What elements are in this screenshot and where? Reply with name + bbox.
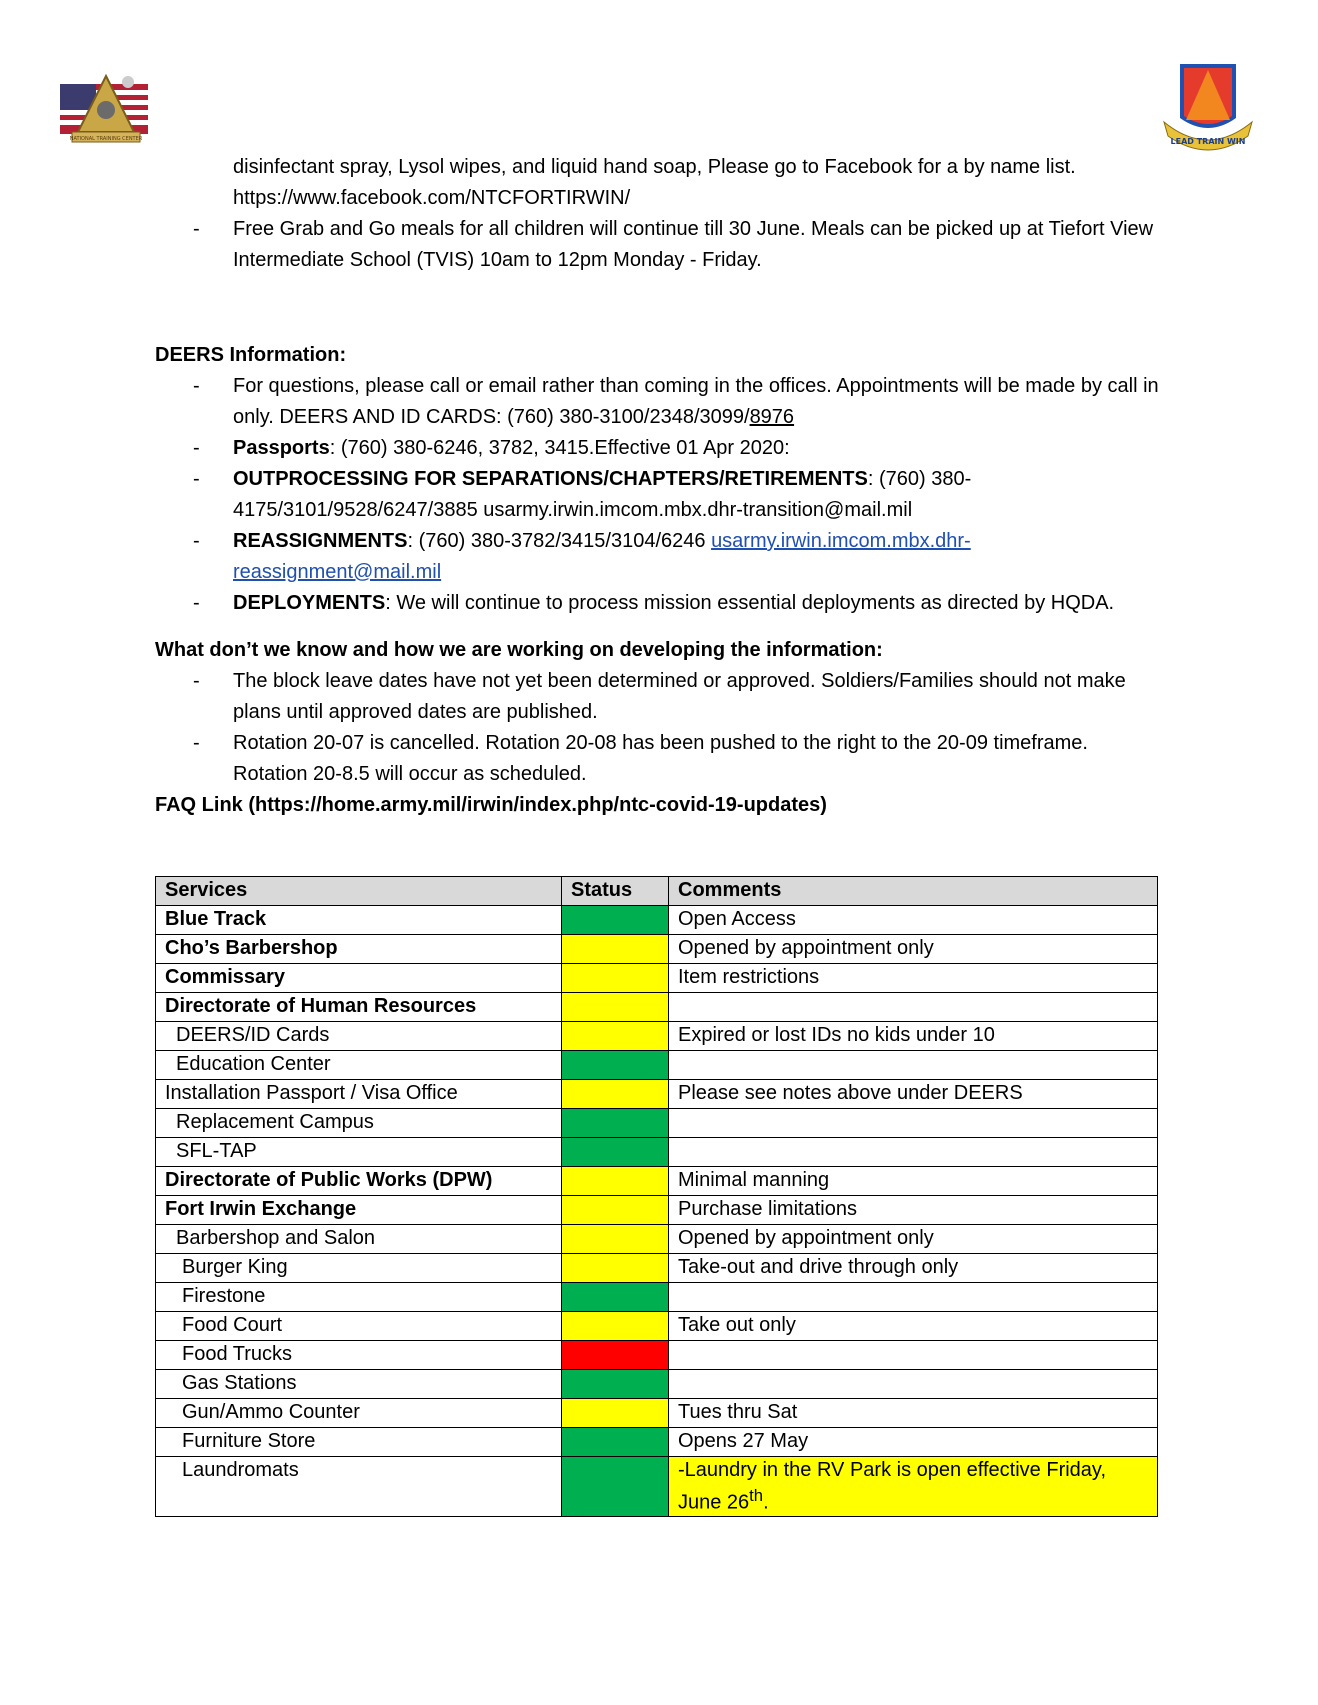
service-cell: Burger King bbox=[156, 1254, 562, 1283]
comment-cell bbox=[669, 1370, 1158, 1399]
comment-cell: Tues thru Sat bbox=[669, 1399, 1158, 1428]
status-cell bbox=[562, 1167, 669, 1196]
comment-cell-highlighted bbox=[669, 1457, 1158, 1517]
service-cell: Fort Irwin Exchange bbox=[156, 1196, 562, 1225]
deployments-label: DEPLOYMENTS bbox=[233, 592, 386, 614]
passports-label: Passports bbox=[233, 437, 330, 459]
outprocessing-label: OUTPROCESSING FOR SEPARATIONS/CHAPTERS/RETIREMENTS bbox=[233, 468, 868, 490]
service-cell: Furniture Store bbox=[156, 1428, 562, 1457]
reassignments-label: REASSIGNMENTS bbox=[233, 530, 408, 552]
leave-text: The block leave dates have not yet been determined or approved. Soldiers/Families should not make plans until approved dates are published. bbox=[233, 670, 1126, 723]
service-cell: Education Center bbox=[156, 1051, 562, 1080]
comment-cell: Opens 27 May bbox=[669, 1428, 1158, 1457]
service-cell: Directorate of Human Resources bbox=[156, 993, 562, 1022]
table-row bbox=[156, 935, 1158, 964]
status-cell bbox=[562, 1051, 669, 1080]
deers-heading: DEERS Information: bbox=[155, 344, 347, 366]
service-cell: DEERS/ID Cards bbox=[156, 1022, 562, 1051]
comment-cell: Opened by appointment only bbox=[669, 1225, 1158, 1254]
bullet-dash: - bbox=[193, 218, 200, 240]
table-row bbox=[156, 1138, 1158, 1167]
table-row bbox=[156, 1312, 1158, 1341]
unknowns-heading: What don’t we know and how we are working on developing the information: bbox=[155, 639, 883, 661]
comment-cell bbox=[669, 993, 1158, 1022]
comment-cell bbox=[669, 1283, 1158, 1312]
bullet-dash: - bbox=[193, 375, 200, 397]
comment-cell bbox=[669, 1051, 1158, 1080]
table-row bbox=[156, 906, 1158, 935]
ntc-logo-text: NATIONAL TRAINING CENTER bbox=[69, 136, 143, 142]
bullet-meals bbox=[155, 214, 1165, 276]
document-body bbox=[155, 152, 1165, 821]
status-cell bbox=[562, 1457, 669, 1517]
status-cell bbox=[562, 1370, 669, 1399]
unknowns-bullet-leave bbox=[155, 666, 1165, 728]
faq-link[interactable]: FAQ Link (https://home.army.mil/irwin/index.php/ntc-covid-19-updates) bbox=[155, 794, 827, 816]
service-cell: Barbershop and Salon bbox=[156, 1225, 562, 1254]
bullet-dash: - bbox=[193, 437, 200, 459]
bullet-dash: - bbox=[193, 670, 200, 692]
table-row bbox=[156, 1370, 1158, 1399]
unit-crest-motto: LEAD TRAIN WIN bbox=[1170, 137, 1246, 146]
rotation-text: Rotation 20-07 is cancelled. Rotation 20-08 has been pushed to the right to the 20-09 timeframe. Rotation 20-8.5 will occur as scheduled. bbox=[233, 732, 1088, 785]
table-row bbox=[156, 1109, 1158, 1138]
service-cell: Gun/Ammo Counter bbox=[156, 1399, 562, 1428]
deers-questions-text: For questions, please call or email rather than coming in the offices. Appointments will be made by call in only. DEERS AND ID CARDS: (760) 380-3100/2348/3099/ bbox=[233, 375, 1159, 428]
comment-cell bbox=[669, 1138, 1158, 1167]
status-cell bbox=[562, 1428, 669, 1457]
service-cell: Installation Passport / Visa Office bbox=[156, 1080, 562, 1109]
table-row bbox=[156, 1167, 1158, 1196]
status-cell bbox=[562, 1138, 669, 1167]
outprocessing-text: : (760) 380-4175/3101/9528/6247/3885 usarmy.irwin.imcom.mbx.dhr-transition@mail.mil bbox=[233, 468, 972, 521]
laundry-comment-end: . bbox=[763, 1491, 769, 1514]
status-cell bbox=[562, 1080, 669, 1109]
table-row bbox=[156, 993, 1158, 1022]
status-cell bbox=[562, 1341, 669, 1370]
service-cell: Firestone bbox=[156, 1283, 562, 1312]
comment-cell: Purchase limitations bbox=[669, 1196, 1158, 1225]
deers-bullet-reassignments bbox=[155, 526, 1165, 588]
comment-cell: Take out only bbox=[669, 1312, 1158, 1341]
status-cell bbox=[562, 1109, 669, 1138]
table-row bbox=[156, 1457, 1158, 1517]
table-row bbox=[156, 1051, 1158, 1080]
service-cell: Cho’s Barbershop bbox=[156, 935, 562, 964]
table-row bbox=[156, 1254, 1158, 1283]
facebook-url: https://www.facebook.com/NTCFORTIRWIN/ bbox=[233, 187, 631, 209]
header-comments: Comments bbox=[669, 877, 1158, 906]
table-row bbox=[156, 1225, 1158, 1254]
status-cell bbox=[562, 964, 669, 993]
services-status-table bbox=[155, 876, 1158, 1517]
table-row bbox=[156, 1399, 1158, 1428]
table-row bbox=[156, 1022, 1158, 1051]
status-cell bbox=[562, 1022, 669, 1051]
table-row bbox=[156, 1341, 1158, 1370]
comment-cell: Please see notes above under DEERS bbox=[669, 1080, 1158, 1109]
deers-bullet-passports bbox=[155, 433, 1165, 464]
table-row bbox=[156, 1283, 1158, 1312]
table-header-row bbox=[156, 877, 1158, 906]
status-cell bbox=[562, 1312, 669, 1341]
status-cell bbox=[562, 1196, 669, 1225]
comment-cell: Minimal manning bbox=[669, 1167, 1158, 1196]
service-cell: SFL-TAP bbox=[156, 1138, 562, 1167]
service-cell: Directorate of Public Works (DPW) bbox=[156, 1167, 562, 1196]
deers-phone-ext: 8976 bbox=[749, 406, 795, 428]
comment-cell: Item restrictions bbox=[669, 964, 1158, 993]
deers-bullet-outprocessing bbox=[155, 464, 1165, 526]
table-row bbox=[156, 964, 1158, 993]
deers-bullet-deployments bbox=[155, 588, 1165, 619]
service-cell: Blue Track bbox=[156, 906, 562, 935]
status-cell bbox=[562, 1225, 669, 1254]
reassignments-text: : (760) 380-3782/3415/3104/6246 bbox=[407, 530, 712, 552]
service-cell: Food Court bbox=[156, 1312, 562, 1341]
header-status: Status bbox=[562, 877, 669, 906]
bullet-meals-text: Free Grab and Go meals for all children will continue till 30 June. Meals can be picked up at Tiefort View Intermediate School (TVIS) 10am to 12pm Monday - Friday. bbox=[233, 218, 1154, 271]
comment-cell: Open Access bbox=[669, 906, 1158, 935]
comment-cell bbox=[669, 1109, 1158, 1138]
service-cell: Commissary bbox=[156, 964, 562, 993]
table-row bbox=[156, 1428, 1158, 1457]
passports-text: : (760) 380-6246, 3782, 3415.Effective 01 Apr 2020: bbox=[329, 437, 790, 459]
table-row bbox=[156, 1196, 1158, 1225]
unknowns-bullet-rotation bbox=[155, 728, 1165, 790]
deployments-text: : We will continue to process mission essential deployments as directed by HQDA. bbox=[385, 592, 1115, 614]
table-row bbox=[156, 1080, 1158, 1109]
service-cell: Replacement Campus bbox=[156, 1109, 562, 1138]
unit-crest-logo bbox=[1158, 60, 1258, 156]
bullet-dash: - bbox=[193, 530, 200, 552]
header-services: Services bbox=[156, 877, 562, 906]
bullet-dash: - bbox=[193, 468, 200, 490]
status-cell bbox=[562, 1399, 669, 1428]
comment-cell: Opened by appointment only bbox=[669, 935, 1158, 964]
service-cell: Laundromats bbox=[156, 1457, 562, 1517]
status-cell bbox=[562, 906, 669, 935]
service-cell: Gas Stations bbox=[156, 1370, 562, 1399]
status-cell bbox=[562, 1283, 669, 1312]
ntc-logo bbox=[58, 70, 154, 148]
comment-cell: Take-out and drive through only bbox=[669, 1254, 1158, 1283]
bullet-dash: - bbox=[193, 732, 200, 754]
status-cell bbox=[562, 993, 669, 1022]
reassignment-email-link[interactable]: usarmy.irwin.imcom.mbx.dhr-reassignment@mail.mil bbox=[233, 530, 971, 583]
laundry-comment-sup: th bbox=[749, 1486, 764, 1505]
laundry-comment: -Laundry in the RV Park is open effective Friday, June 26 bbox=[678, 1459, 1106, 1514]
status-cell bbox=[562, 935, 669, 964]
deers-bullet-questions bbox=[155, 371, 1165, 433]
intro-line-1: disinfectant spray, Lysol wipes, and liquid hand soap, Please go to Facebook for a by name list. bbox=[233, 156, 1076, 178]
bullet-dash: - bbox=[193, 592, 200, 614]
service-cell: Food Trucks bbox=[156, 1341, 562, 1370]
comment-cell: Expired or lost IDs no kids under 10 bbox=[669, 1022, 1158, 1051]
status-cell bbox=[562, 1254, 669, 1283]
comment-cell bbox=[669, 1341, 1158, 1370]
